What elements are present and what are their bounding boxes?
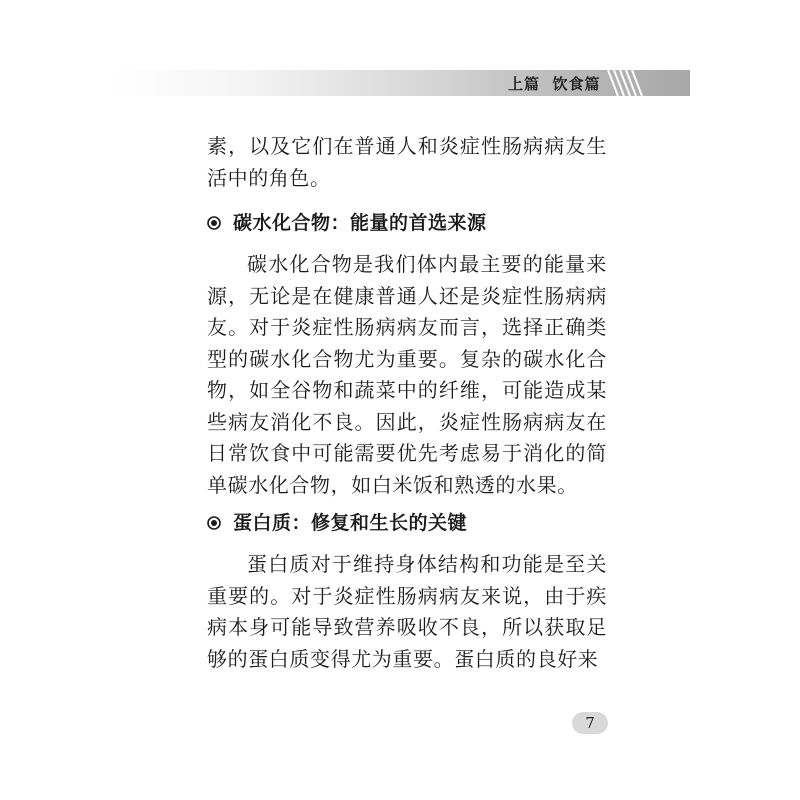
header-stripes-decoration (604, 70, 644, 96)
protein-paragraph: 蛋白质对于维持身体结构和功能是至关重要的。对于炎症性肠病病友来说，由于疾病本身可能导致营养吸收不良，所以获取足够的蛋白质变得尤为重要。蛋白质的良好来 (207, 552, 607, 671)
circled-dot-icon (207, 516, 221, 530)
section-heading-protein (207, 510, 607, 536)
running-header (508, 73, 600, 94)
intro-paragraph: 素，以及它们在普通人和炎症性肠病病友生活中的角色。 (207, 134, 607, 190)
header-section: 上篇 (508, 75, 541, 93)
circled-dot-icon (207, 216, 221, 230)
running-header-band (110, 70, 690, 96)
section-heading-text: 碳水化合物：能量的首选来源 (233, 212, 487, 234)
section-heading-carbohydrates (207, 210, 607, 236)
page-number: 7 (572, 712, 608, 734)
section-heading-text: 蛋白质：修复和生长的关键 (233, 512, 468, 534)
header-chapter: 饮食篇 (552, 75, 601, 93)
carbohydrates-paragraph: 碳水化合物是我们体内最主要的能量来源，无论是在健康普通人还是炎症性肠病病友。对于炎症性肠病病友而言，选择正确类型的碳水化合物尤为重要。复杂的碳水化合物，如全谷物和蔬菜中的纤维，可能造成某些病友消化不良。因此，炎症性肠病病友在日常饮食中可能需要优先考虑易于消化的简单碳水化合物，如白米饭和熟透的水果。 (207, 252, 607, 497)
